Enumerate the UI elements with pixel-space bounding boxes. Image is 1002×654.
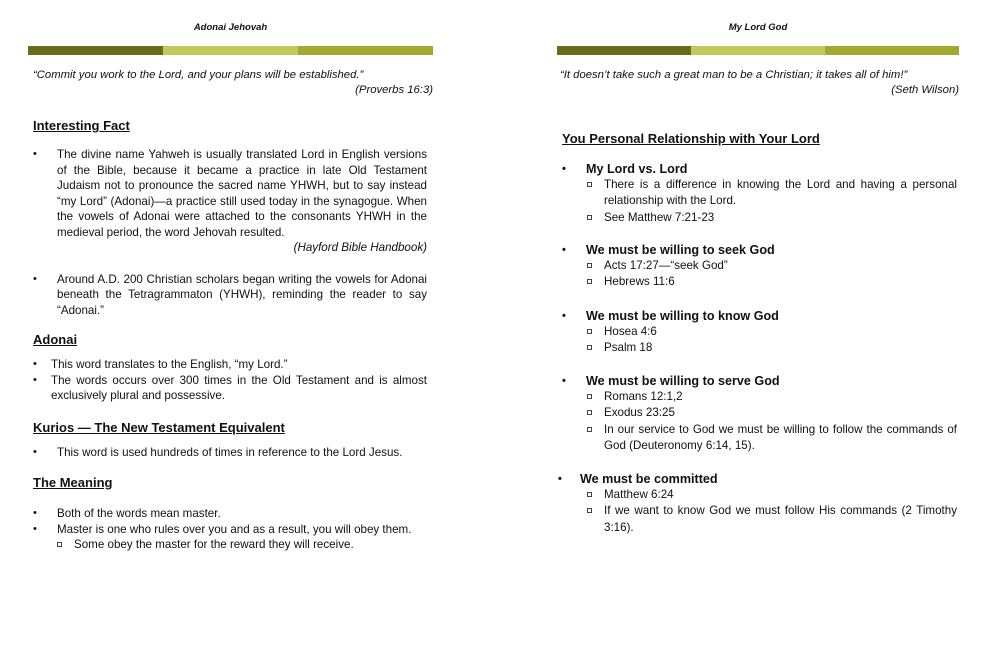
header-color-bar [28, 46, 433, 55]
list-item [33, 522, 427, 554]
quote-block [560, 68, 959, 98]
hollow-square-icon [587, 263, 592, 268]
sub-list-item-text: Psalm 18 [604, 341, 653, 355]
sub-list-item-text: If we want to know God we must follow His commands (2 Timothy 3:16). [604, 504, 957, 534]
relationship-group [562, 373, 957, 455]
sub-list-item-text: Matthew 6:24 [604, 488, 674, 501]
section-heading-the-meaning: The Meaning [33, 475, 113, 490]
hollow-square-icon [587, 508, 592, 513]
bullet-dot-icon: • [33, 148, 37, 160]
bullet-dot-icon: • [562, 244, 566, 256]
bullet-list [33, 445, 427, 461]
color-bar-segment-mid [298, 46, 433, 55]
bullet-dot-icon: • [33, 272, 37, 285]
bullet-list [33, 506, 427, 553]
color-bar-segment-dark [28, 46, 163, 55]
list-item-text: Master is one who rules over you and as a result, you will obey them. [57, 522, 412, 536]
hollow-square-icon [587, 182, 592, 187]
sub-list [587, 324, 957, 357]
sub-list-item [587, 405, 957, 421]
relationship-group [562, 242, 957, 291]
section-heading-relationship: You Personal Relationship with Your Lord [562, 131, 820, 146]
bullet-dot-icon: • [558, 473, 562, 485]
list-item [33, 445, 427, 461]
left-page [28, 0, 433, 553]
bullet-dot-icon: • [33, 507, 37, 519]
group-heading [558, 471, 957, 487]
bullet-dot-icon: • [33, 358, 37, 370]
page-title: Adonai Jehovah [193, 22, 268, 33]
page-title: My Lord God [728, 22, 788, 33]
quote-source: (Proverbs 16:3) [355, 84, 433, 96]
section-heading-kurios: Kurios — The New Testament Equivalent [33, 419, 285, 435]
list-item-text: Both of the words mean master. [57, 507, 221, 520]
group-heading-text: My Lord vs. Lord [586, 162, 688, 176]
bullet-dot-icon: • [562, 163, 566, 175]
list-item-text: This word is used hundreds of times in reference to the Lord Jesus. [57, 445, 403, 459]
hollow-square-icon [587, 427, 592, 432]
bullet-dot-icon: • [33, 445, 37, 458]
sub-list-item [587, 210, 957, 226]
sub-list [587, 177, 957, 226]
sub-list-item-text: Hebrews 11:6 [604, 275, 675, 289]
page-header [557, 0, 959, 40]
group-heading-text: We must be willing to seek God [586, 243, 775, 257]
list-item [33, 506, 427, 522]
sub-list [587, 487, 957, 536]
group-heading [562, 161, 957, 177]
sub-list [587, 389, 957, 455]
hollow-square-icon [587, 279, 592, 284]
sub-list-item-text: Romans 12:1,2 [604, 390, 683, 403]
header-color-bar [557, 46, 959, 55]
list-item [33, 272, 427, 319]
quote-source: (Seth Wilson) [891, 84, 959, 96]
citation: (Hayford Bible Handbook) [293, 241, 427, 254]
bullet-dot-icon: • [33, 522, 37, 535]
sub-list-item-text: Acts 17:27—“seek God” [604, 259, 728, 272]
sub-list-item-text: See Matthew 7:21-23 [604, 210, 715, 224]
hollow-square-icon [587, 345, 592, 350]
list-item-text: This word translates to the English, “my Lord.” [51, 358, 288, 371]
list-item-text: Around A.D. 200 Christian scholars began writing the vowels for Adonai beneath the Tetragrammaton (YHWH), reminding the reader to say “Adonai.” [57, 272, 427, 317]
sub-list-item [587, 324, 957, 340]
hollow-square-icon [57, 542, 62, 547]
sub-list-item [587, 274, 957, 290]
bullet-dot-icon: • [562, 310, 566, 322]
color-bar-segment-mid [825, 46, 959, 55]
group-heading [562, 373, 957, 389]
relationship-group [562, 308, 957, 357]
group-heading-text: We must be committed [580, 472, 718, 486]
section-heading-interesting-fact: Interesting Fact [33, 118, 130, 133]
sub-list [587, 258, 957, 291]
bullet-list [33, 147, 427, 318]
bullet-dot-icon: • [33, 373, 37, 386]
sub-list-item [57, 537, 427, 553]
sub-list-item-text: There is a difference in knowing the Lord and having a personal relationship with the Lord. [604, 178, 957, 208]
sub-list-item-text: Hosea 4:6 [604, 325, 657, 338]
hollow-square-icon [587, 492, 592, 497]
list-item-text: The words occurs over 300 times in the Old Testament and is almost exclusively plural and possessive. [51, 373, 427, 402]
list-item [33, 357, 427, 373]
color-bar-segment-light [163, 46, 298, 55]
group-heading-text: We must be willing to serve God [586, 374, 780, 388]
hollow-square-icon [587, 410, 592, 415]
page-header [28, 0, 433, 40]
quote-block [33, 68, 433, 98]
sub-list-item [587, 258, 957, 274]
group-heading [562, 242, 957, 258]
relationship-group [562, 161, 957, 226]
color-bar-segment-dark [557, 46, 691, 55]
sub-list-item [587, 422, 957, 455]
sub-list [57, 537, 427, 553]
relationship-group [558, 471, 957, 536]
right-page [557, 0, 959, 534]
quote-text: “Commit you work to the Lord, and your plans will be established.” [33, 69, 364, 81]
bullet-list [33, 357, 427, 404]
color-bar-segment-light [691, 46, 825, 55]
hollow-square-icon [587, 215, 592, 220]
list-item [33, 147, 427, 256]
hollow-square-icon [587, 329, 592, 334]
sub-list-item [587, 503, 957, 536]
sub-list-item-text: In our service to God we must be willing to follow the commands of God (Deuteronomy 6:14, 15). [604, 422, 957, 453]
sub-list-item [587, 177, 957, 210]
sub-list-item-text: Exodus 23:25 [604, 406, 675, 420]
sub-list-item-text: Some obey the master for the reward they will receive. [74, 538, 354, 551]
section-heading-adonai: Adonai [33, 332, 78, 347]
group-heading [562, 308, 957, 324]
quote-text: “It doesn’t take such a great man to be a Christian; it takes all of him!” [560, 69, 908, 81]
list-item-text: The divine name Yahweh is usually translated Lord in English versions of the Bible, because it became a practice in late Old Testament Judaism not to pronounce the sacred name YHWH, but to say instead “my Lord” (Adonai)—a practice still used today in the synagogue. When the vowels of Adonai were attached to the consonants YHWH in the medieval period, the word Jehovah resulted. [57, 148, 427, 239]
bullet-dot-icon: • [562, 375, 566, 387]
list-item [33, 373, 427, 404]
sub-list-item [587, 487, 957, 503]
sub-list-item [587, 340, 957, 356]
hollow-square-icon [587, 394, 592, 399]
group-heading-text: We must be willing to know God [586, 309, 779, 323]
sub-list-item [587, 389, 957, 405]
